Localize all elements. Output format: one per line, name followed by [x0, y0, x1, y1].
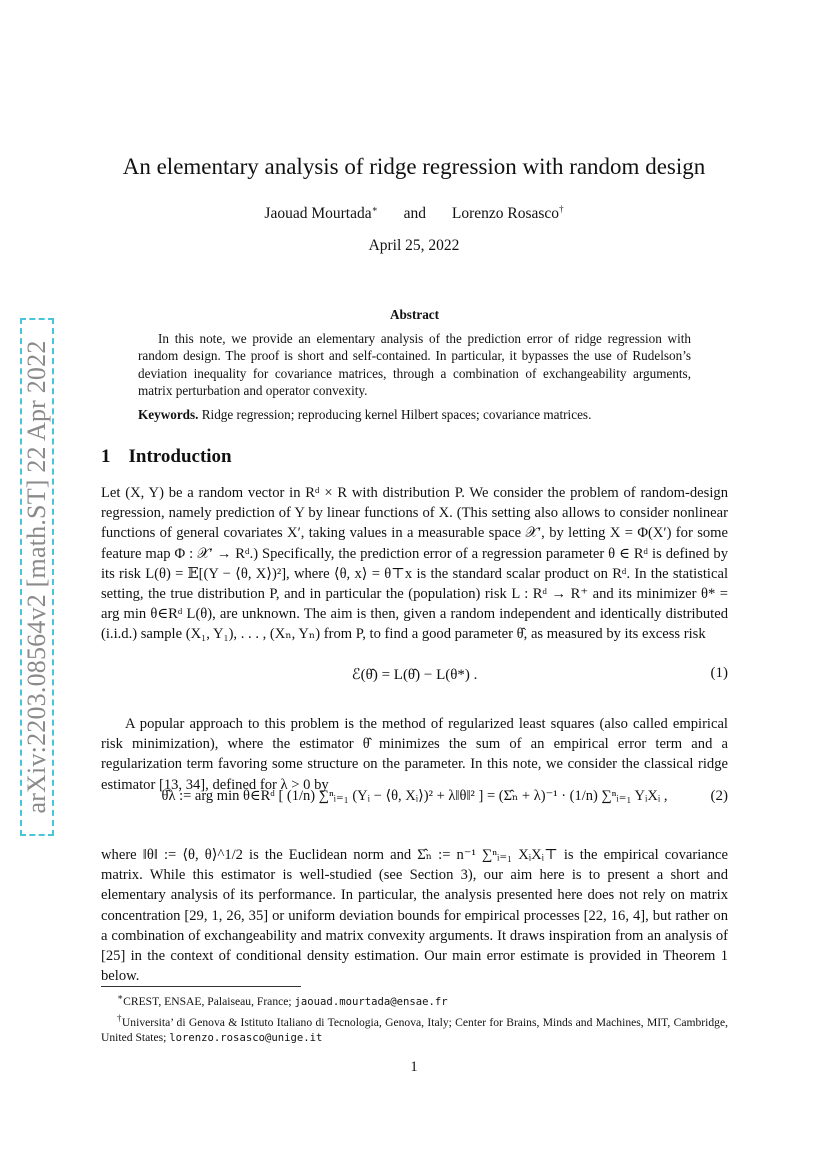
abstract [138, 306, 691, 424]
keywords-label: Keywords. [138, 406, 199, 422]
arxiv-stamp [20, 318, 54, 836]
paragraph-3: where ‖θ‖ := ⟨θ, θ⟩^1/2 is the Euclidean norm and Σ̂ₙ := n⁻¹ ∑ⁿᵢ₌₁ XᵢXᵢ⊤ is the empirical covariance matrix. While this estimator is well-studied (see Section 3), our aim here is to present a short and elementary analysis of its performance. In particular, the analysis presented here does not rely on matrix concentration [29, 1, 26, 35] or uniform deviation bounds for empirical processes [22, 16, 4], but rather on a combination of exchangeability and matrix convexity arguments. It draws inspiration from an analysis of [25] in the context of conditional density estimation. Our main error estimate is provided in Theorem 1 below. [101, 847, 728, 985]
footnotes [101, 990, 728, 1047]
footnote-1 [101, 990, 728, 1011]
paper-title: An elementary analysis of ridge regression with random design [122, 154, 706, 179]
keywords [138, 406, 691, 424]
keywords-text: Ridge regression; reproducing kernel Hilbert spaces; covariance matrices. [201, 406, 592, 422]
author-2-mark: † [559, 204, 564, 214]
footnote-1-mark: ∗ [117, 992, 124, 1002]
equation-1-expression: ℰ(θ̂) = L(θ̂) − L(θ*) . [351, 667, 478, 683]
abstract-heading: Abstract [389, 307, 440, 322]
paper-date: April 25, 2022 [368, 237, 460, 254]
author-2: Lorenzo Rosasco [451, 205, 560, 223]
paragraph-2: A popular approach to this problem is the method of regularized least squares (also called empirical risk minimization), where the estimator θ̂ minimizes the sum of an empirical error term and a regularization term favoring some structure on the parameter. In this note, we consider the classical ridge estimator [13, 34], defined for λ > 0 by [101, 716, 728, 793]
author-line [0, 204, 828, 223]
footnote-2-email: lorenzo.rosasco@unige.it [169, 1032, 323, 1045]
author-1: Jaouad Mourtada [264, 205, 372, 223]
footnote-2 [101, 1011, 728, 1047]
section-number: 1 [101, 446, 111, 467]
abstract-text: In this note, we provide an elementary analysis of the prediction error of ridge regression with random design. The proof is short and self-contained. In particular, it bypasses the use of Rudelson’s deviation inequality for covariance matrices, through a combination of exchangeability arguments, matrix perturbation and operator convexity. [138, 330, 691, 399]
footnote-1-text: CREST, ENSAE, Palaiseau, France; [123, 994, 292, 1008]
author-separator: and [403, 205, 426, 223]
footnote-2-mark: † [117, 1012, 122, 1023]
footnote-2-text: Universita’ di Genova & Istituto Italiano di Tecnologia, Genova, Italy; Center for Brains, Minds and Machines, MIT, Cambridge, United States; [101, 1015, 728, 1045]
paragraph-1: Let (X, Y) be a random vector in Rᵈ × R with distribution P. We consider the problem of random-design regression, namely prediction of Y by linear functions of X. (This setting also allows to consider nonlinear functions of general covariates X′, taking values in a measurable space 𝒳′, by letting X = Φ(X′) for some feature map Φ : 𝒳′ → Rᵈ.) Specifically, the prediction error of a regression parameter θ ∈ Rᵈ is defined by its risk L(θ) = 𝔼[(Y − ⟨θ, X⟩)²], where ⟨θ, x⟩ = θ⊤x is the standard scalar product on Rᵈ. In the statistical setting, the true distribution P, and in particular the (population) risk L : Rᵈ → R⁺ and its minimizer θ* = arg min θ∈Rᵈ L(θ), are unknown. The aim is then, given a random independent and identically distributed (i.i.d.) sample (X₁, Y₁), . . . , (Xₙ, Yₙ) from P, to find a good parameter θ̂, as measured by its excess risk [101, 485, 728, 643]
footnote-rule [101, 986, 301, 987]
page-number: 1 [410, 1059, 418, 1075]
arxiv-id: arXiv:2203.08564v2 [math.ST] 22 Apr 2022 [22, 340, 51, 814]
equation-1-number: (1) [710, 665, 728, 681]
author-1-mark: ∗ [371, 204, 378, 214]
equation-2-number: (2) [710, 788, 728, 804]
equation-2-expression: θ̂λ := arg min θ∈Rᵈ [ (1/n) ∑ⁿᵢ₌₁ (Yᵢ − ⟨θ, Xᵢ⟩)² + λ‖θ‖² ] = (Σ̂ₙ + λ)⁻¹ · (1/n) ∑ⁿᵢ₌₁ YᵢXᵢ , [161, 788, 668, 804]
footnote-1-email: jaouad.mourtada@ensae.fr [294, 995, 448, 1008]
section-heading [101, 446, 232, 468]
section-title: Introduction [128, 446, 232, 467]
